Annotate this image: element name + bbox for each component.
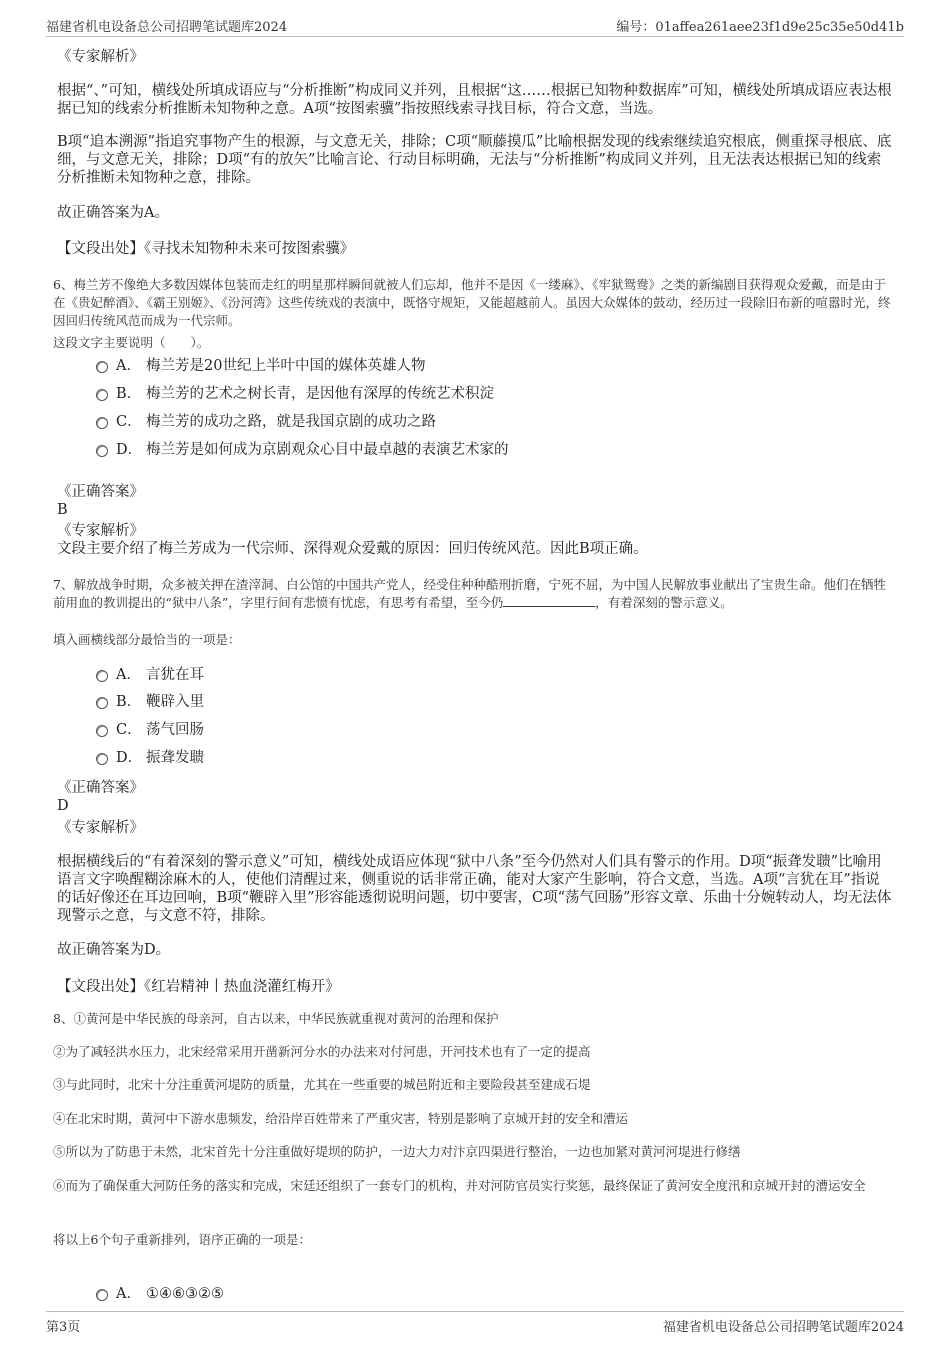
q7-question (53, 576, 893, 612)
option-letter: D． (116, 750, 143, 766)
option-text: 梅兰芳是如何成为京剧观众心目中最卓越的表演艺术家的 (146, 442, 509, 458)
option-letter: B． (116, 386, 142, 402)
q7-conclusion: 故正确答案为D。 (57, 942, 171, 958)
q7-source: 【文段出处】《红岩精神丨热血浇灌红梅开》 (57, 979, 340, 995)
q5-analysis-p1: 根据“、”可知，横线处所填成语应与“分析推断”构成同义并列，且根据“这……根据已知物种数据库”可知，横线处所填成语应表达根据已知的线索分析推断未知物种之意。A项“按图索骥”指按照线索寻找目标，符合文意，当选。 (57, 83, 892, 117)
q7-option-a[interactable] (96, 665, 204, 685)
q8-sentence-4: ④在北宋时期，黄河中下游水患频发，给沿岸百姓带来了严重灾害，特别是影响了京城开封的安全和漕运 (53, 1111, 629, 1126)
q8-option-a[interactable] (96, 1284, 224, 1304)
option-text: 梅兰芳的艺术之树长青，是因他有深厚的传统艺术积淀 (146, 386, 494, 402)
q8-sentence-5: ⑤所以为了防患于未然，北宋首先十分注重做好堤坝的防护，一边大力对汴京四渠进行整治，一边也加紧对黄河河堤进行修缮 (53, 1144, 741, 1159)
q6-answer: B (57, 502, 68, 518)
option-text: 荡气回肠 (146, 722, 204, 738)
option-text: 振聋发聩 (146, 750, 204, 766)
q6-analysis-label: 《专家解析》 (57, 523, 144, 539)
option-letter: C． (116, 414, 142, 430)
radio-icon[interactable] (96, 389, 108, 401)
q7-answer-label: 《正确答案》 (57, 780, 144, 796)
q7-option-b[interactable] (96, 692, 204, 712)
q8-sentence-2: ②为了减轻洪水压力，北宋经常采用开凿新河分水的办法来对付河患，开河技术也有了一定的提高 (53, 1044, 591, 1059)
option-text: ①④⑥③②⑤ (146, 1286, 224, 1302)
radio-icon[interactable] (96, 670, 108, 682)
option-text: 言犹在耳 (146, 667, 204, 683)
q7-prompt: 填入画横线部分最恰当的一项是： (53, 632, 241, 647)
option-letter: D． (116, 442, 143, 458)
q5-source: 【文段出处】《寻找未知物种未来可按图索骥》 (57, 241, 355, 257)
page-header (46, 14, 904, 37)
option-text: 梅兰芳是20世纪上半叶中国的媒体英雄人物 (146, 358, 426, 374)
option-letter: A． (116, 358, 141, 374)
option-letter: B． (116, 694, 142, 710)
q6-prompt: 这段文字主要说明（ ）。 (53, 335, 210, 350)
q6-option-d[interactable] (96, 440, 509, 460)
q7-text-a: 7、解放战争时期，众多被关押在渣滓洞、白公馆的中国共产党人，经受住种种酷刑折磨，宁死不屈，为中国人民解放事业献出了宝贵生命。他们在牺牲前用血的教训提出的“狱中八条”，字里行间有悲愤有忧虑，有思考有希望，至今仍 (53, 577, 886, 610)
option-letter: C． (116, 722, 142, 738)
q6-question: 6、梅兰芳不像绝大多数因媒体包装而走红的明星那样瞬间就被人们忘却，他并不是因《一缕麻》、《牢狱鸳鸯》之类的新编剧目获得观众爱戴，而是由于在《贵妃醉酒》、《霸王别姬》、《汾河湾》这些传统戏的表演中，既恪守规矩，又能超越前人。虽因大众媒体的鼓动，经历过一段除旧布新的喧嚣时光，终因回归传统风范而成为一代宗师。 (53, 277, 891, 328)
q7-analysis: 根据横线后的“有着深刻的警示意义”可知，横线处成语应体现“狱中八条”至今仍然对人们具有警示的作用。D项“振聋发聩”比喻用语言文字唤醒糊涂麻木的人，使他们清醒过来，侧重说的话非常正确，能对大家产生影响，符合文意，当选。A项“言犹在耳”指说的话好像还在耳边回响，B项“鞭辟入里”形容能透彻说明问题，切中要害，C项“荡气回肠”形容文章、乐曲十分婉转动人，均无法体现警示之意，与文意不符，排除。 (57, 854, 892, 924)
q8-sentence-6: ⑥而为了确保重大河防任务的落实和完成，宋廷还组织了一套专门的机构，并对河防官员实行奖惩，最终保证了黄河安全度汛和京城开封的漕运安全 (53, 1178, 866, 1193)
option-letter: A． (116, 667, 141, 683)
answer-blank (503, 594, 595, 607)
radio-icon[interactable] (96, 697, 108, 709)
q8-sentence-3: ③与此同时，北宋十分注重黄河堤防的质量，尤其在一些重要的城邑附近和主要险段甚至建成石堤 (53, 1077, 591, 1092)
q7-option-c[interactable] (96, 720, 204, 740)
q7-analysis-label: 《专家解析》 (57, 820, 144, 836)
q8-sentence-1: 8、①黄河是中华民族的母亲河，自古以来，中华民族就重视对黄河的治理和保护 (53, 1011, 499, 1026)
radio-icon[interactable] (96, 753, 108, 765)
option-text: 鞭辟入里 (146, 694, 204, 710)
option-text: 梅兰芳的成功之路，就是我国京剧的成功之路 (146, 414, 436, 430)
document-id: 编号：01affea261aee23f1d9e25c35e50d41b (616, 20, 904, 35)
radio-icon[interactable] (96, 361, 108, 373)
radio-icon[interactable] (96, 725, 108, 737)
q5-analysis-label: 《专家解析》 (57, 49, 144, 65)
radio-icon[interactable] (96, 445, 108, 457)
q5-analysis-p2: B项“追本溯源”指追究事物产生的根源，与文意无关，排除；C项“顺藤摸瓜”比喻根据发现的线索继续追究根底，侧重探寻根底、底细，与文意无关，排除；D项“有的放矢”比喻言论、行动目标明确，无法与“分析推断”构成同义并列，且无法表达根据已知的线索分析推断未知物种之意，排除。 (57, 134, 892, 186)
q8-prompt: 将以上6个句子重新排列，语序正确的一项是： (53, 1232, 311, 1247)
radio-icon[interactable] (96, 1289, 108, 1301)
q6-analysis: 文段主要介绍了梅兰芳成为一代宗师、深得观众爱戴的原因：回归传统风范。因此B项正确。 (57, 541, 648, 557)
q7-option-d[interactable] (96, 748, 204, 768)
q6-answer-label: 《正确答案》 (57, 484, 144, 500)
option-letter: A． (116, 1286, 141, 1302)
footer-title: 福建省机电设备总公司招聘笔试题库2024 (662, 1320, 904, 1335)
q6-option-a[interactable] (96, 356, 425, 376)
q6-option-b[interactable] (96, 384, 494, 404)
page-footer (46, 1311, 904, 1334)
radio-icon[interactable] (96, 417, 108, 429)
q7-answer: D (57, 798, 69, 814)
page-number: 第3页 (46, 1320, 81, 1335)
header-title: 福建省机电设备总公司招聘笔试题库2024 (46, 20, 288, 35)
q6-option-c[interactable] (96, 412, 436, 432)
q7-text-b: ，有着深刻的警示意义。 (595, 595, 733, 610)
q5-conclusion: 故正确答案为A。 (57, 205, 169, 221)
